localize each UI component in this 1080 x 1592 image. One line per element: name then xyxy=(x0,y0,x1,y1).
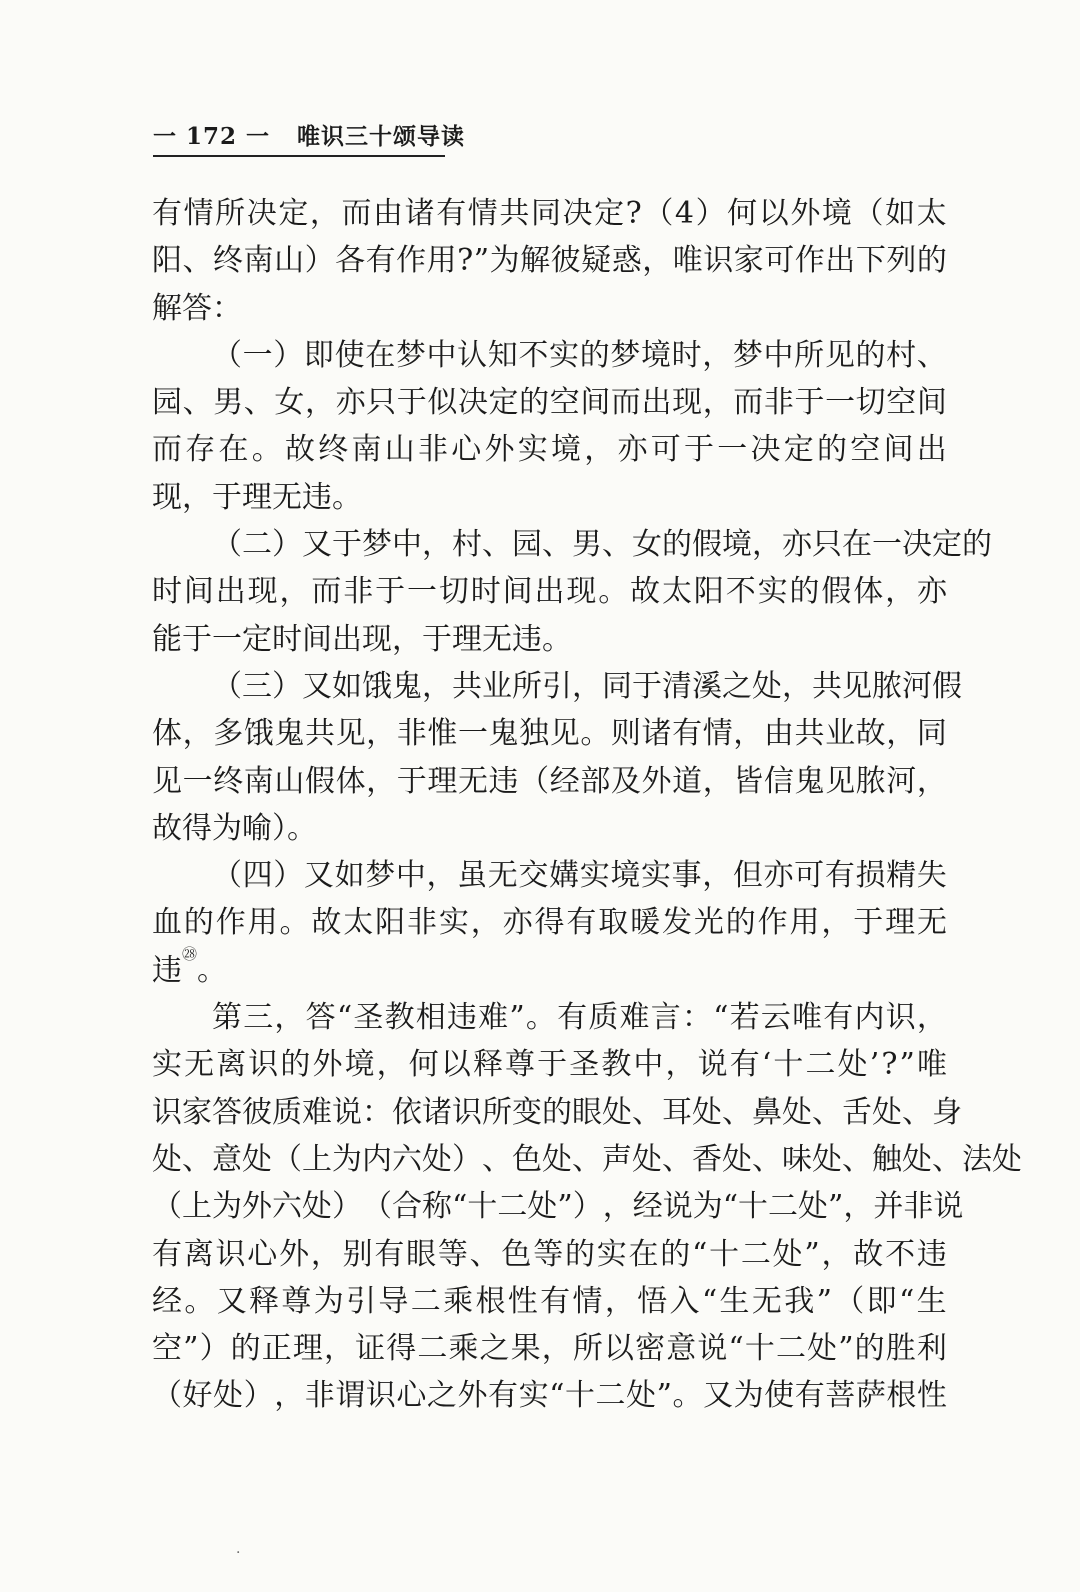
line-tail: 。 xyxy=(197,952,228,988)
text-line: 识 家 答 彼 质 难 说 ： 依 诸 识 所 变 的 眼 处 、 耳 处 、 鼻 处 、 舌 处 、 身 xyxy=(152,1094,962,1130)
page-number: 一 172 一 xyxy=(153,123,271,150)
text-line: （ 上 为 外 六 处 ） （ 合 称 “ 十 二 处 ” ） ， 经 说 为 “ 十 二 处 ” ， 并 非 说 xyxy=(152,1189,964,1225)
text-line: （ 三 ） 又 如 饿 鬼 ， 共 业 所 引 ， 同 于 清 溪 之 处 ， 共 见 脓 河 假 xyxy=(212,668,962,704)
text-line: 体 ， 多 饿 鬼 共 见 ， 非 惟 一 鬼 独 见 。 则 诸 有 情 ， 由 共 业 故 ， 同 xyxy=(152,716,947,752)
text-line: 时 间 出 现 ， 而 非 于 一 切 时 间 出 现 。 故 太 阳 不 实 的 假 体 ， 亦 xyxy=(152,574,947,610)
header-rule xyxy=(153,155,445,157)
body-text xyxy=(152,190,1022,1420)
text-line: 能于一定时间出现，于理无违。 xyxy=(152,621,572,657)
text-line: 有 情 所 决 定 ， 而 由 诸 有 情 共 同 决 定 ? （ 4 ） 何 以 外 境 （ 如 太 xyxy=(152,196,947,231)
text-line: 现，于理无违。 xyxy=(152,479,362,515)
text-line: 见 一 终 南 山 假 体 ， 于 理 无 违 （ 经 部 及 外 道 ， 皆 信 鬼 见 脓 河 ， xyxy=(152,763,947,799)
text-line: 第 三 ， 答 “ 圣 教 相 违 难 ” 。 有 质 难 言 ： “ 若 云 唯 有 内 识 ， xyxy=(212,1000,947,1036)
text-line: 阳 、 终 南 山 ） 各 有 作 用 ? ” 为 解 彼 疑 惑 ， 唯 识 家 可 作 出 下 列 的 xyxy=(152,243,947,279)
text-line: 有 离 识 心 外 ， 别 有 眼 等 、 色 等 的 实 在 的 “ 十 二 处 ” ， 故 不 违 xyxy=(152,1236,947,1272)
text-line: 处 、 意 处 （ 上 为 内 六 处 ） 、 色 处 、 声 处 、 香 处 、 味 处 、 触 处 、 法 处 xyxy=(152,1141,1022,1177)
text-line: 解答： xyxy=(152,290,242,326)
text-line: 空 ” ） 的 正 理 ， 证 得 二 乘 之 果 ， 所 以 密 意 说 “ 十 二 处 ” 的 胜 利 xyxy=(152,1331,947,1367)
text-line: 经 。 又 释 尊 为 引 导 二 乘 根 性 有 情 ， 悟 入 “ 生 无 我 ” （ 即 “ 生 xyxy=(152,1283,947,1319)
text-line: （ 四 ） 又 如 梦 中 ， 虽 无 交 媾 实 境 实 事 ， 但 亦 可 有 损 精 失 xyxy=(212,858,947,894)
footnote-ref: ㉘ xyxy=(182,944,198,963)
text-line: （ 一 ） 即 使 在 梦 中 认 知 不 实 的 梦 境 时 ， 梦 中 所 见 的 村 、 xyxy=(212,337,947,373)
text-line: （ 好 处 ） ， 非 谓 识 心 之 外 有 实 “ 十 二 处 ” 。 又 为 使 有 菩 萨 根 性 xyxy=(152,1378,947,1414)
text-line: 园 、 男 、 女 ， 亦 只 于 似 决 定 的 空 间 而 出 现 ， 而 非 于 一 切 空 间 xyxy=(152,385,947,421)
scan-mark: · xyxy=(236,1545,241,1561)
text-line: 违 ㉘ 。 xyxy=(152,947,947,994)
text-line: 实 无 离 识 的 外 境 ， 何 以 释 尊 于 圣 教 中 ， 说 有 ‘ 十 二 处 ’ ? ” 唯 xyxy=(152,1047,947,1083)
text-line: 故得为喻）。 xyxy=(152,810,317,846)
text-line: 血 的 作 用 。 故 太 阳 非 实 ， 亦 得 有 取 暖 发 光 的 作 用 ， 于 理 无 xyxy=(152,905,947,941)
text-line: 而 存 在 。 故 终 南 山 非 心 外 实 境 ， 亦 可 于 一 决 定 的 空 间 出 xyxy=(152,432,947,468)
text-line: （ 二 ） 又 于 梦 中 ， 村 、 园 、 男 、 女 的 假 境 ， 亦 只 在 一 决 定 的 xyxy=(212,527,992,563)
running-header xyxy=(153,122,466,158)
book-title: 唯识三十颂导读 xyxy=(297,123,466,150)
